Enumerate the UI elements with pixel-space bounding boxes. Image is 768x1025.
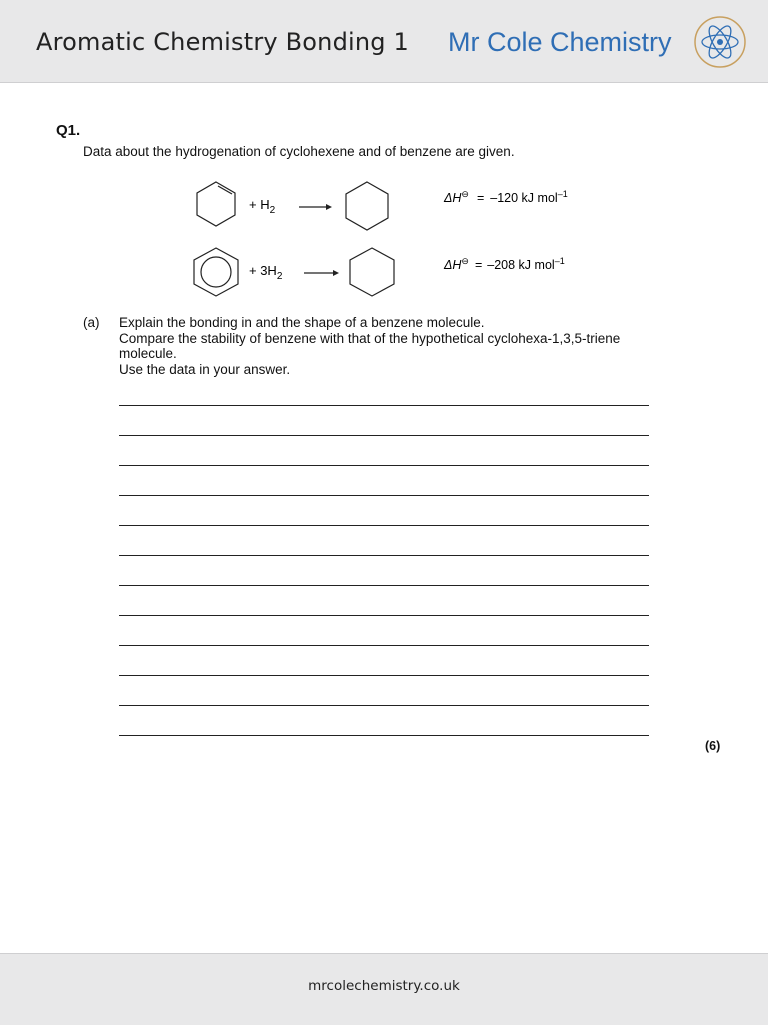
cyclohexane-product-structure-icon (350, 248, 394, 296)
answer-line (119, 615, 649, 616)
part-a-line-2: Compare the stability of benzene with that of the hypothetical cyclohexa-1,3,5-triene (119, 330, 621, 346)
part-a-line-3: molecule. (119, 346, 177, 361)
reaction-1-equals: = (476, 191, 485, 205)
answer-line (119, 705, 649, 706)
reaction-2 (194, 248, 565, 296)
question-number: Q1. (56, 122, 81, 139)
reaction-2-arrow-icon (304, 270, 339, 276)
reaction-1-unit-sup: –1 (557, 189, 568, 199)
atom-logo-icon (693, 15, 747, 69)
reaction-1-std-symbol: ⊖ (461, 189, 469, 199)
reaction-2-reagent-subscript: 2 (276, 271, 283, 282)
part-a-label: (a) (83, 315, 100, 330)
footer-website: mrcolechemistry.co.uk (308, 978, 460, 994)
reaction-1-reagent: + H (249, 197, 270, 212)
svg-text:ΔH⊖=–208 kJ mol–1 (443, 256, 565, 272)
question-intro: Data about the hydrogenation of cyclohexene and of benzene are given. (83, 144, 515, 159)
answer-line (119, 675, 649, 676)
answer-line (119, 405, 649, 406)
reaction-1-value: –120 kJ mol (490, 191, 558, 205)
reaction-1 (197, 182, 568, 230)
reaction-2-unit-sup: –1 (554, 256, 565, 266)
svg-text:ΔH⊖=–120 kJ mol–1 (443, 189, 568, 205)
answer-line (119, 525, 649, 526)
part-a-line-1: Explain the bonding in and the shape of a benzene molecule. (119, 315, 485, 330)
document-title: Aromatic Chemistry Bonding 1 (36, 28, 410, 56)
reaction-2-reagent: + 3H (249, 263, 277, 278)
svg-text:+ 3H2 (249, 263, 283, 282)
cyclohexene-structure-icon (197, 182, 235, 226)
part-a-prompt (119, 315, 679, 377)
answer-line (119, 645, 649, 646)
reaction-2-equals: = (474, 258, 483, 272)
answer-line (119, 495, 649, 496)
answer-line (119, 435, 649, 436)
benzene-structure-icon (194, 248, 238, 296)
reaction-1-dh-label: ΔH (444, 191, 462, 205)
answer-line (119, 585, 649, 586)
header-band (0, 0, 768, 83)
part-a-line-4: Use the data in your answer. (119, 361, 291, 377)
marks-allocation: (6) (705, 739, 721, 753)
answer-line (119, 735, 649, 736)
reaction-1-reagent-subscript: 2 (269, 205, 276, 216)
hydrogenation-reactions (185, 174, 605, 304)
reaction-1-arrow-icon (299, 204, 332, 210)
svg-text:+ H2 (249, 197, 276, 216)
reaction-2-value: –208 kJ mol (487, 258, 555, 272)
answer-line (119, 465, 649, 466)
answer-line (119, 555, 649, 556)
brand-name: Mr Cole Chemistry (448, 27, 672, 57)
reaction-2-dh-label: ΔH (444, 258, 462, 272)
reaction-2-std-symbol: ⊖ (461, 256, 469, 266)
footer-band (0, 953, 768, 1025)
cyclohexane-structure-icon (346, 182, 388, 230)
